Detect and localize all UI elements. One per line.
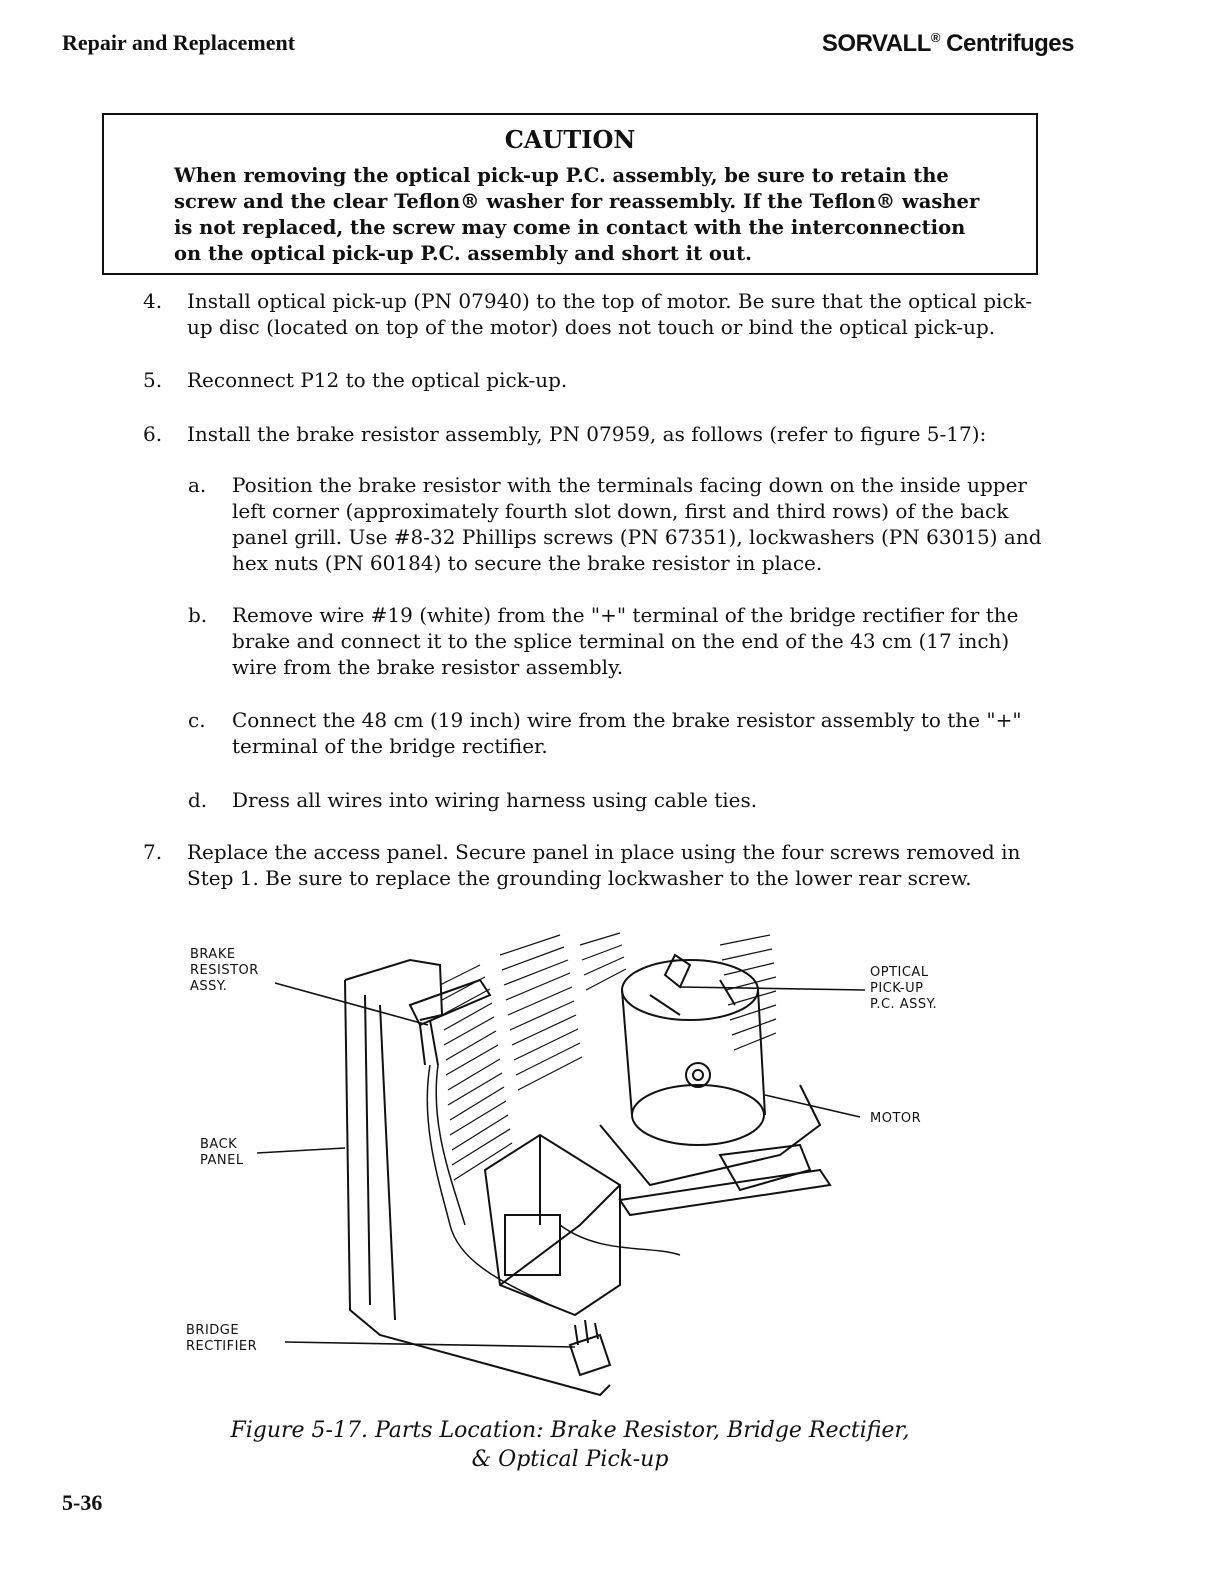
registered-mark: ® [930,30,940,45]
substep-letter: b. [188,603,208,627]
substep-text: Connect the 48 cm (19 inch) wire from the brake resistor assembly to the "+" terminal of the bridge rectifier. [232,708,1022,758]
substep-d [188,787,1043,815]
caution-title: CAUTION [504,125,636,154]
step-7 [143,839,1043,895]
leader-optical-pickup [680,987,865,990]
label-back-panel: BACK PANEL [200,1137,244,1168]
leader-brake-resistor [275,983,428,1025]
panel-top-edge [345,960,442,1020]
caution-box [102,113,1038,275]
step-number: 4. [143,289,163,313]
leader-motor [765,1095,860,1117]
page-number: 5-36 [62,1490,103,1515]
label-brake-resistor: BRAKE RESISTOR ASSY. [190,947,259,994]
bridge-rectifier [570,1335,610,1375]
brand-suffix: Centrifuges [946,30,1074,57]
motor-top [622,960,758,1020]
step-5 [143,367,1043,395]
step-number: 7. [143,840,163,864]
label-motor: MOTOR [870,1111,922,1126]
substep-text: Remove wire #19 (white) from the "+" terminal of the bridge rectifier for the brake and connect it to the splice terminal on the end of the 43 cm (17 inch) wire from the brake resistor assembly. [232,603,1019,679]
leader-back-panel [257,1148,345,1153]
brand-name: SORVALL [821,30,931,57]
substep-letter: a. [188,473,207,497]
substep-letter: c. [188,708,206,732]
step-number: 6. [143,422,163,446]
substep-text: Dress all wires into wiring harness using cable ties. [232,788,758,812]
brand-header [822,30,1074,58]
substep-c [188,707,1043,763]
figure-parts-location [180,925,980,1405]
substep-text: Position the brake resistor with the terminals facing down on the inside upper left corner (approximately fourth slot down, first and third rows) of the back panel grill. Use #8-32 Phillips screws (PN 67351), lockwashers (PN 63015) and hex nuts (PN 60184) to secure the brake resistor in place. [232,473,1042,575]
step-text: Reconnect P12 to the optical pick-up. [187,368,568,392]
figure-caption-line2: & Optical Pick-up [471,1447,669,1472]
label-bridge-rectifier: BRIDGE RECTIFIER [186,1323,258,1354]
step-4 [143,288,1043,344]
step-6 [143,421,1043,449]
brake-resistor [410,980,490,1025]
substep-a [188,472,1043,582]
step-text: Install optical pick-up (PN 07940) to the top of motor. Be sure that the optical pick-up disc (located on top of the motor) does not touch or bind the optical pick-up. [187,289,1033,339]
substep-b [188,602,1043,686]
caution-text: When removing the optical pick-up P.C. assembly, be sure to retain the screw and the clear Teflon® washer for reassembly. If the Teflon® washer is not replaced, the screw may come in contact with the interconnection on the optical pick-up P.C. assembly and short it out. [174,164,980,265]
label-optical-pickup: OPTICAL PICK-UP P.C. ASSY. [870,965,938,1012]
leader-bridge-rectifier [285,1342,575,1347]
step-text: Install the brake resistor assembly, PN 07959, as follows (refer to figure 5-17): [187,422,987,446]
step-text: Replace the access panel. Secure panel in place using the four screws removed in Step 1. Be sure to replace the grounding lockwasher to the lower rear screw. [187,840,1021,890]
substep-letter: d. [188,788,208,812]
centrifuge-illustration [180,925,980,1405]
figure-caption-line1: Figure 5-17. Parts Location: Brake Resistor, Bridge Rectifier, [230,1418,910,1443]
wire-harness [427,1065,550,1305]
step-number: 5. [143,368,163,392]
section-header: Repair and Replacement [62,30,296,55]
